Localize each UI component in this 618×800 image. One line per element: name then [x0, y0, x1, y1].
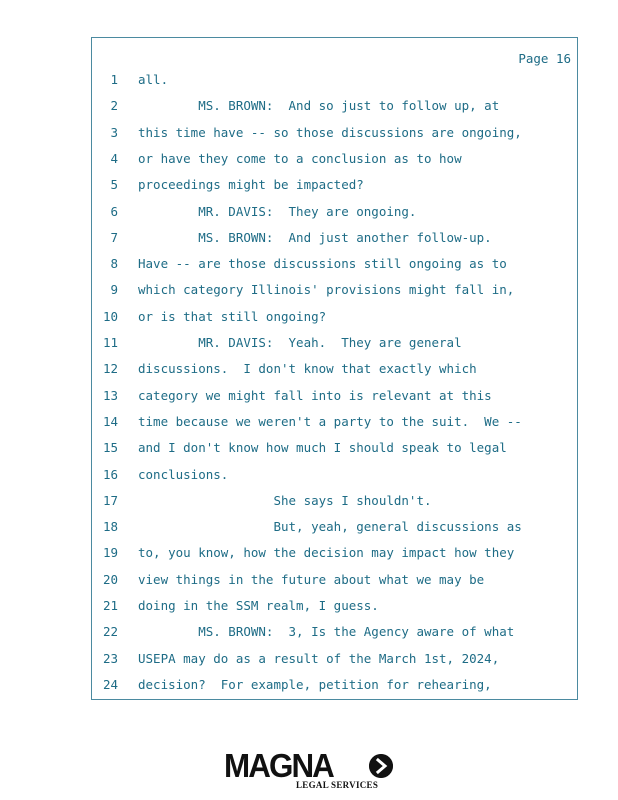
transcript-line — [92, 309, 577, 329]
line-text: category we might fall into is relevant at this — [138, 387, 492, 403]
line-number: 8 — [110, 256, 118, 272]
line-text: this time have -- so those discussions are ongoing, — [138, 124, 522, 140]
transcript-line — [92, 545, 577, 565]
transcript-line — [92, 388, 577, 408]
line-text: MS. BROWN: And so just to follow up, at — [138, 98, 500, 114]
line-text: to, you know, how the decision may impact how they — [138, 545, 515, 561]
line-text: Have -- are those discussions still ongoing as to — [138, 256, 507, 272]
line-number: 6 — [110, 203, 118, 219]
transcript-line — [92, 624, 577, 644]
magna-logo — [224, 749, 394, 793]
logo-subtitle: LEGAL SERVICES — [296, 780, 379, 790]
line-number: 12 — [102, 361, 118, 377]
line-number: 16 — [102, 466, 118, 482]
transcript-line — [92, 335, 577, 355]
line-text: and I don't know how much I should speak to legal — [138, 440, 507, 456]
line-number: 9 — [110, 282, 118, 298]
line-text: She says I shouldn't. — [138, 492, 432, 508]
line-number: 22 — [102, 624, 118, 640]
line-number: 10 — [102, 308, 118, 324]
line-number: 3 — [110, 124, 118, 140]
line-text: decision? For example, petition for rehearing, — [138, 676, 492, 692]
transcript-line — [92, 519, 577, 539]
transcript-line — [92, 440, 577, 460]
transcript-line — [92, 72, 577, 92]
line-number: 20 — [102, 571, 118, 587]
transcript-line — [92, 414, 577, 434]
line-number: 7 — [110, 229, 118, 245]
transcript-line — [92, 572, 577, 592]
line-number: 23 — [102, 650, 118, 666]
line-number: 1 — [110, 72, 118, 87]
transcript-line — [92, 493, 577, 513]
line-number: 11 — [102, 335, 118, 350]
line-number: 14 — [102, 413, 118, 429]
line-text: all. — [138, 72, 169, 87]
line-number: 13 — [102, 387, 118, 403]
transcript-line — [92, 598, 577, 618]
line-text: conclusions. — [138, 466, 229, 482]
transcript-line — [92, 151, 577, 171]
transcript-line — [92, 177, 577, 197]
line-text: view things in the future about what we may be — [138, 571, 485, 587]
line-text: MR. DAVIS: Yeah. They are general — [138, 335, 462, 350]
line-number: 18 — [102, 519, 118, 535]
transcript-line — [92, 361, 577, 381]
line-number: 15 — [102, 440, 118, 456]
line-text: or have they come to a conclusion as to how — [138, 150, 462, 166]
line-text: USEPA may do as a result of the March 1st, 2024, — [138, 650, 500, 666]
line-text: doing in the SSM realm, I guess. — [138, 598, 379, 613]
transcript-line — [92, 256, 577, 276]
line-number: 5 — [110, 177, 118, 193]
line-number: 4 — [110, 150, 118, 166]
transcript-line — [92, 677, 577, 697]
line-text: MS. BROWN: And just another follow-up. — [138, 229, 492, 245]
line-text: But, yeah, general discussions as — [138, 519, 522, 535]
transcript-line — [92, 230, 577, 250]
logo-wordmark: MAGNA — [224, 747, 333, 784]
line-number: 19 — [102, 545, 118, 561]
transcript-line — [92, 204, 577, 224]
line-text: MS. BROWN: 3, Is the Agency aware of what — [138, 624, 515, 640]
transcript-line — [92, 282, 577, 302]
line-text: MR. DAVIS: They are ongoing. — [138, 203, 417, 219]
line-number: 21 — [102, 598, 118, 613]
line-text: or is that still ongoing? — [138, 308, 327, 324]
line-text: proceedings might be impacted? — [138, 177, 364, 193]
transcript-line — [92, 98, 577, 118]
line-number: 2 — [110, 98, 118, 114]
transcript-line — [92, 125, 577, 145]
line-text: time because we weren't a party to the suit. We -- — [138, 413, 522, 429]
line-number: 24 — [102, 676, 118, 692]
line-number: 17 — [102, 492, 118, 508]
line-text: which category Illinois' provisions might fall in, — [138, 282, 515, 298]
transcript-line — [92, 651, 577, 671]
transcript-line — [92, 467, 577, 487]
line-text: discussions. I don't know that exactly which — [138, 361, 477, 377]
transcript-page — [91, 37, 578, 700]
arrow-icon — [369, 754, 393, 778]
page-number: Page 16 — [518, 51, 571, 66]
